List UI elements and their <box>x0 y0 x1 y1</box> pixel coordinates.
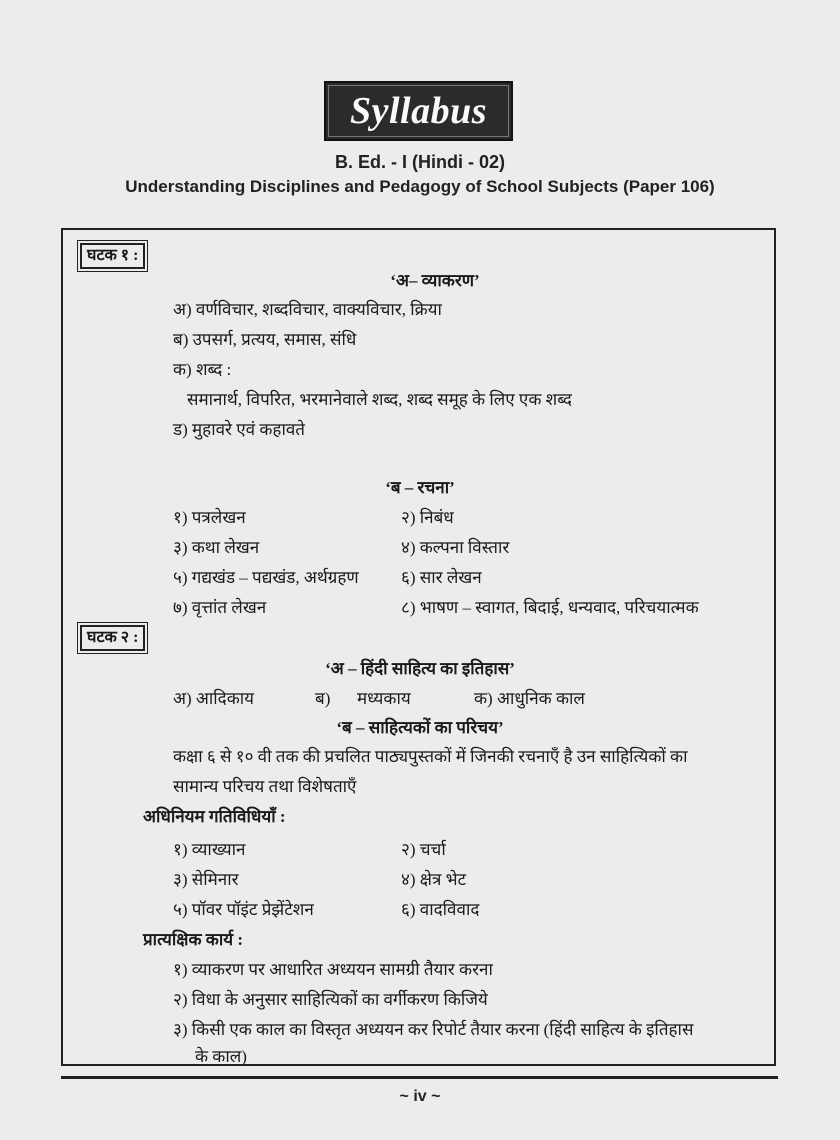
practical-item-3: ३) किसी एक काल का विस्तृत अध्ययन कर रिपोर्ट तैयार करना (हिंदी साहित्य के इतिहास <box>173 1020 694 1039</box>
title-banner <box>324 81 513 141</box>
composition-item-7: ७) वृत्तांत लेखन <box>173 598 267 617</box>
practical-item-2: २) विधा के अनुसार साहित्यिकों का वर्गीकरण किजिये <box>173 990 488 1009</box>
activity-item-1: १) व्याख्यान <box>173 840 246 859</box>
unit-2-label: घटक २ : <box>80 625 145 651</box>
activity-item-2: २) चर्चा <box>401 840 446 859</box>
paper-title: Understanding Disciplines and Pedagogy of School Subjects (Paper 106) <box>125 177 715 196</box>
page-number: ~ iv ~ <box>399 1088 441 1105</box>
history-item-b-marker: ब) <box>315 689 331 708</box>
authors-paragraph-line-2: सामान्य परिचय तथा विशेषताएँ <box>173 777 357 796</box>
activity-item-5: ५) पॉवर पॉइंट प्रेझेंटेशन <box>173 900 314 919</box>
practicals-heading: प्रात्यक्षिक कार्य : <box>143 930 243 949</box>
unit-1-label: घटक १ : <box>80 243 145 269</box>
history-item-c: क) आधुनिक काल <box>474 689 585 708</box>
grammar-item-c: क) शब्द : <box>173 360 232 379</box>
course-title: B. Ed. - I (Hindi - 02) <box>335 152 505 172</box>
grammar-item-a: अ) वर्णविचार, शब्दविचार, वाक्यविचार, क्रिया <box>173 300 442 319</box>
footer-rule <box>61 1076 778 1079</box>
grammar-item-b: ब) उपसर्ग, प्रत्यय, समास, संधि <box>173 330 357 349</box>
unit-1-section-a-heading: ‘अ– व्याकरण’ <box>390 271 480 290</box>
composition-item-5: ५) गद्यखंड – पद्यखंड, अर्थग्रहण <box>173 568 359 587</box>
history-item-b: मध्यकाय <box>357 689 411 708</box>
composition-item-4: ४) कल्पना विस्तार <box>401 538 510 557</box>
composition-item-1: १) पत्रलेखन <box>173 508 246 527</box>
practical-item-3-continued: के काल) <box>195 1047 247 1066</box>
activities-heading: अधिनियम गतिविधियाँ : <box>143 807 286 826</box>
composition-item-6: ६) सार लेखन <box>401 568 482 587</box>
unit-1-section-b-heading: ‘ब – रचना’ <box>385 478 455 497</box>
composition-item-3: ३) कथा लेखन <box>173 538 260 557</box>
unit-2-section-b-heading: ‘ब – साहित्यकों का परिचय’ <box>336 718 504 737</box>
page-title: Syllabus <box>349 90 488 132</box>
activity-item-4: ४) क्षेत्र भेट <box>401 870 467 889</box>
composition-item-2: २) निबंध <box>401 508 454 527</box>
grammar-item-d: ड) मुहावरे एवं कहावते <box>173 420 305 439</box>
grammar-item-c-detail: समानार्थ, विपरित, भरमानेवाले शब्द, शब्द समूह के लिए एक शब्द <box>187 390 572 409</box>
authors-paragraph-line-1: कक्षा ६ से १० वी तक की प्रचलित पाठ्यपुस्तकों में जिनकी रचनाएँ है उन साहित्यिकों का <box>173 747 688 766</box>
activity-item-3: ३) सेमिनार <box>173 870 239 889</box>
practical-item-1: १) व्याकरण पर आधारित अध्ययन सामग्री तैयार करना <box>173 960 493 979</box>
unit-2-section-a-heading: ‘अ – हिंदी साहित्य का इतिहास’ <box>325 659 515 678</box>
activity-item-6: ६) वादविवाद <box>401 900 480 919</box>
composition-item-8: ८) भाषण – स्वागत, बिदाई, धन्यवाद, परिचयात्मक <box>401 598 699 617</box>
history-item-a: अ) आदिकाय <box>173 689 255 708</box>
